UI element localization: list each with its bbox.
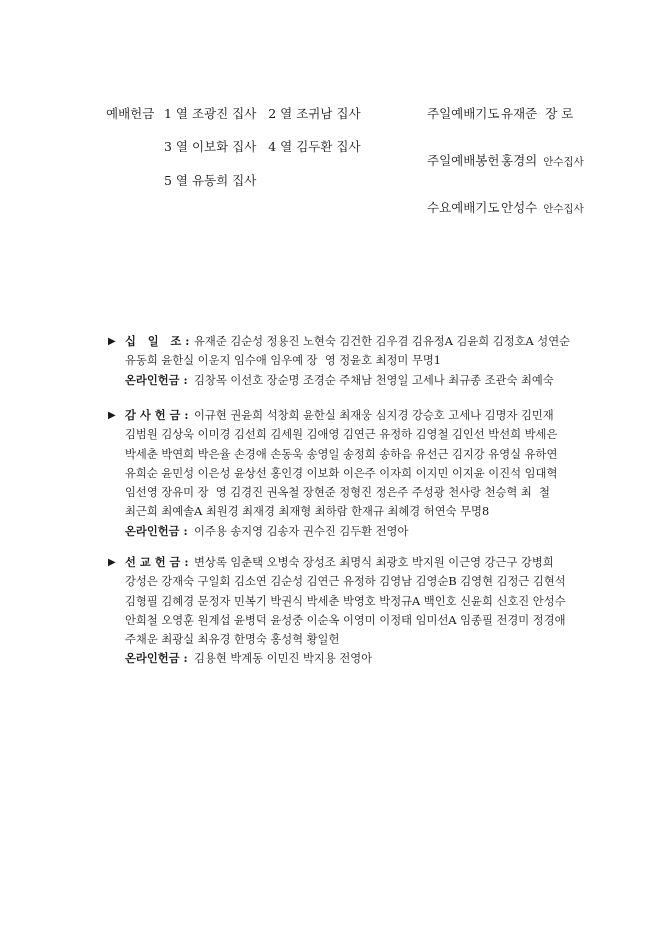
mission-section xyxy=(108,553,578,669)
online-names: 김창목 이선호 장순명 조경순 주채남 천영일 고세나 최규종 조관숙 최예숙 xyxy=(194,373,554,387)
duty-title: 안수집사 xyxy=(543,203,584,215)
section-label: 감 사 헌 금 : xyxy=(125,408,189,422)
section-names: 이규현 권윤희 석창희 윤한실 최재웅 심지경 강승호 고세나 김명자 김민재 xyxy=(194,409,554,422)
duty-role: 주일예배봉헌 xyxy=(427,153,500,168)
names-line: 김범원 김상욱 이미경 김선희 김세원 김애영 김연근 유정하 김영철 김인선 박선희 박세은 xyxy=(125,428,558,442)
section-label: 선 교 헌 금 : xyxy=(125,555,189,569)
offering-row: 3 열 이보화 집사 4 열 김두환 집사 xyxy=(164,139,361,154)
names-line: 박세춘 박연희 박은율 손경애 손동욱 송영일 송정희 송하음 유선근 김지강 유영실 유하연 xyxy=(125,447,558,461)
names-line: 강성은 강재숙 구일회 김소연 김순성 김연근 유정하 김영남 김영순B 김영현 김정근 김현석 xyxy=(125,575,566,589)
offering-label: 예배헌금 xyxy=(106,106,155,121)
duty-name: 홍경의 xyxy=(501,153,538,168)
duty-name: 안성수 xyxy=(501,200,538,215)
names-line: 김형필 김혜경 문정자 민복기 박권식 박세춘 박영호 박정규A 백인호 신윤희 신호진 안성수 xyxy=(125,594,566,608)
online-offering-row xyxy=(125,649,578,668)
names-line: 유동희 윤한실 이운지 임수애 임우예 장 영 정윤호 최정미 무명1 xyxy=(125,354,441,368)
offering-row: 5 열 유동희 집사 xyxy=(164,173,257,188)
thanksgiving-section xyxy=(108,406,578,541)
names-line: 주채운 최광실 최유경 한명숙 홍성혁 황일헌 xyxy=(125,633,340,647)
online-offering-row xyxy=(125,371,578,390)
duty-row xyxy=(427,104,573,122)
duty-role: 주일예배기도 xyxy=(427,106,500,121)
bullet-icon: ▶ xyxy=(108,557,116,568)
bullet-icon: ▶ xyxy=(108,336,116,347)
duty-name: 유재준 xyxy=(501,106,538,121)
duty-row xyxy=(427,151,584,169)
online-label: 온라인헌금 : xyxy=(125,523,188,538)
section-label: 십 일 조 : xyxy=(125,334,190,348)
duty-row xyxy=(427,198,584,216)
section-names: 변상록 임춘택 오병숙 장성조 최명식 최광호 박지원 이근영 강근구 강병희 xyxy=(194,556,554,569)
online-names: 이주용 송지영 김송자 권수진 김두환 전영아 xyxy=(194,524,409,538)
duty-role: 수요예배기도 xyxy=(427,200,500,215)
duty-title: 장 로 xyxy=(545,106,574,121)
names-line: 유희순 윤민성 이은성 윤상선 홍인경 이보화 이은주 이자희 이지민 이지윤 이진석 임대혁 xyxy=(125,466,558,480)
names-line: 최근희 최예솔A 최원경 최재경 최재형 최하람 한재규 최혜경 허연숙 무명8 xyxy=(125,505,490,519)
online-label: 온라인헌금 : xyxy=(125,651,188,666)
online-offering-row xyxy=(125,522,578,541)
offering-row: 1 열 조광진 집사 2 열 조귀남 집사 xyxy=(164,106,361,121)
names-line: 안희철 오영훈 원계섭 윤병덕 윤성중 이순옥 이영미 이정태 임미선A 임종필 전경미 정경애 xyxy=(125,613,566,627)
tithe-section xyxy=(108,332,578,390)
online-names: 김용현 박계동 이민진 박지용 전영아 xyxy=(194,652,373,666)
bullet-icon: ▶ xyxy=(108,410,116,421)
names-line: 임선영 장유미 장 영 김경진 권옥철 장현준 정형진 정은주 주성광 천사랑 천승혁 최 철 xyxy=(125,486,550,500)
section-names: 유재준 김순성 정용진 노현숙 김건한 김우겸 김유정A 김윤희 김정호A 성연순 xyxy=(194,335,571,348)
online-label: 온라인헌금 : xyxy=(125,372,188,387)
duty-title: 안수집사 xyxy=(543,156,584,168)
